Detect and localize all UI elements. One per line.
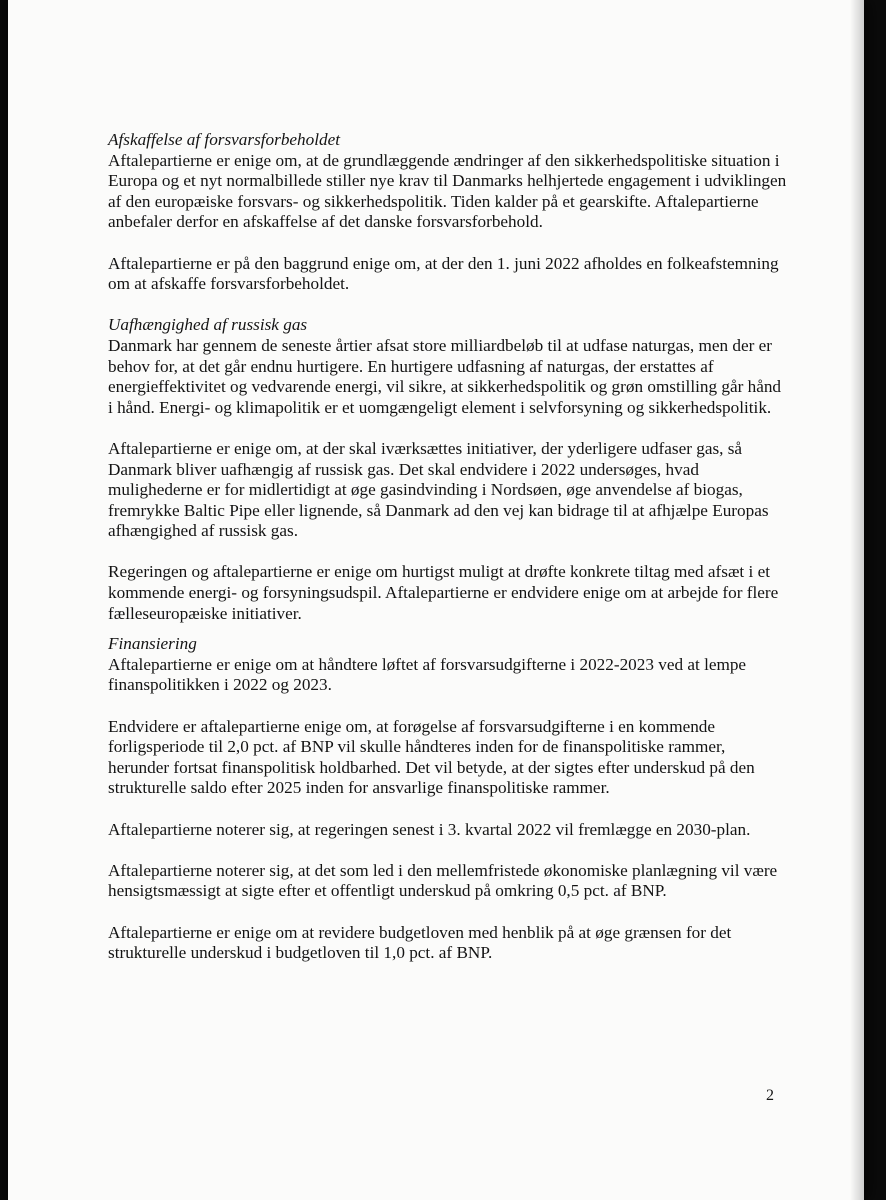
paragraph: Endvidere er aftalepartierne enige om, at forøgelse af forsvarsudgifterne i en kommende forligsperiode til 2,0 pct. af BNP vil skulle håndteres inden for de finanspolitiske rammer, herunder fortsat finanspolitisk holdbarhed. Det vil betyde, at der sigtes efter underskud på den strukturelle saldo efter 2025 inden for ansvarlige finanspolitiske rammer. [108, 716, 755, 798]
paragraph: Aftalepartierne er enige om, at der skal iværksættes initiativer, der yderligere udfaser gas, så Danmark bliver uafhængig af russisk gas. Det skal endvidere i 2022 undersøges, hvad mulighederne er for midlertidigt at øge gasindvinding i Nordsøen, øge anvendelse af biogas, fremrykke Baltic Pipe eller lignende, så Danmark ad den vej kan bidrage til at afhjælpe Europas afhængighed af russisk gas. [108, 438, 769, 541]
paragraph: Regeringen og aftalepartierne er enige om hurtigst muligt at drøfte konkrete tiltag med afsæt i et kommende energi- og forsyningsudspil. Aftalepartierne er endvidere enige om at arbejde for flere fælleseuropæiske initiativer. [108, 562, 779, 623]
paragraph: Aftalepartierne noterer sig, at regeringen senest i 3. kvartal 2022 vil fremlægge en 2030-plan. [108, 819, 751, 839]
paragraph: Aftalepartierne er på den baggrund enige om, at der den 1. juni 2022 afholdes en folkeafstemning om at afskaffe forsvarsforbeholdet. [108, 253, 779, 294]
paragraph: Aftalepartierne er enige om at håndtere løftet af forsvarsudgifterne i 2022-2023 ved at lempe finanspolitikken i 2022 og 2023. [108, 654, 747, 695]
document-body [108, 130, 788, 964]
section-heading-financing: Finansiering [108, 634, 197, 654]
paragraph: Aftalepartierne er enige om at revidere budgetloven med henblik på at øge grænsen for det strukturelle underskud i budgetloven til 1,0 pct. af BNP. [108, 922, 732, 963]
page-number: 2 [766, 1087, 774, 1104]
paragraph: Aftalepartierne er enige om, at de grundlæggende ændringer af den sikkerhedspolitiske situation i Europa og et nyt normalbillede stiller nye krav til Danmarks helhjertede engagement i udviklingen af den europæiske forsvars- og sikkerhedspolitik. Tiden kalder på et gearskifte. Aftalepartierne anbefaler derfor en afskaffelse af det danske forsvarsforbehold. [108, 150, 787, 232]
section-heading-defence-opt-out: Afskaffelse af forsvarsforbeholdet [108, 130, 341, 149]
paragraph: Danmark har gennem de seneste årtier afsat store milliardbeløb til at udfase naturgas, men der er behov for, at det går endnu hurtigere. En hurtigere udfasning af naturgas, der erstattes af energieffektivitet og vedvarende energi, vil sikre, at sikkerhedspolitik og grøn omstilling går hånd i hånd. Energi- og klimapolitik er et uomgængeligt element i selvforsyning og sikkerhedspolitik. [108, 335, 782, 417]
paragraph: Aftalepartierne noterer sig, at det som led i den mellemfristede økonomiske planlægning vil være hensigtsmæssigt at sigte efter et offentligt underskud på omkring 0,5 pct. af BNP. [108, 860, 778, 901]
document-page [8, 0, 864, 1200]
section-heading-russian-gas: Uafhængighed af russisk gas [108, 315, 308, 335]
